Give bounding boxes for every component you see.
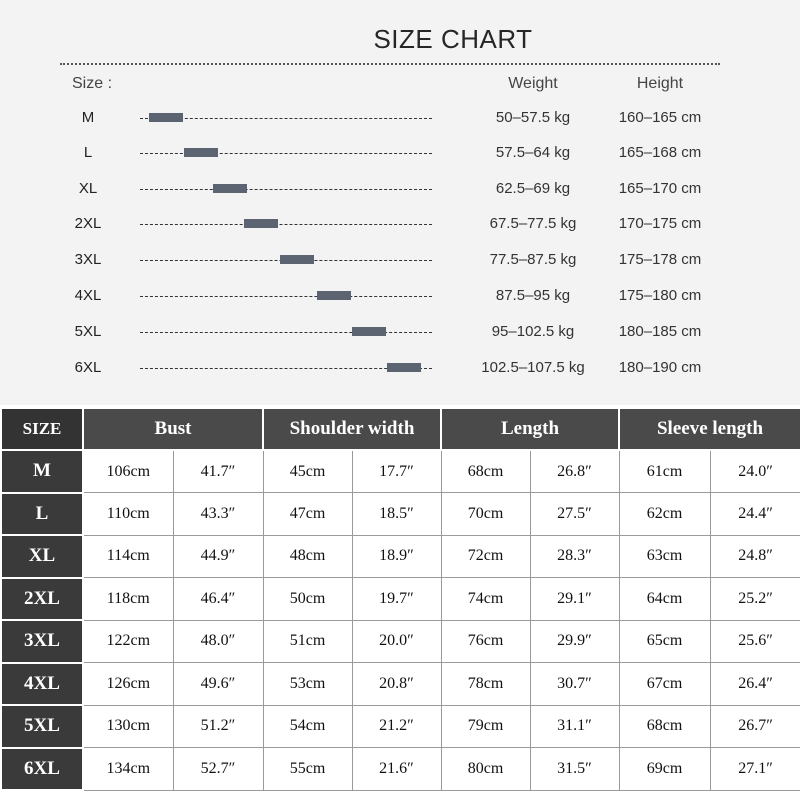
range-bar [352, 327, 386, 336]
value-cell: 65cm [619, 620, 710, 663]
value-cell: 67cm [619, 663, 710, 706]
value-cell: 74cm [441, 578, 530, 621]
value-cell: 31.5″ [530, 748, 619, 791]
length-header: Length [441, 408, 619, 450]
table-row [1, 705, 800, 748]
value-cell: 50cm [263, 578, 352, 621]
size-cell: 2XL [1, 578, 83, 621]
value-cell: 126cm [83, 663, 173, 706]
value-cell: 54cm [263, 705, 352, 748]
value-cell: 46.4″ [173, 578, 263, 621]
chart-row-2xl [0, 214, 800, 234]
value-cell: 26.4″ [710, 663, 800, 706]
value-cell: 45cm [263, 450, 352, 493]
value-cell: 43.3″ [173, 493, 263, 536]
size-header: SIZE [1, 408, 83, 450]
range-bar [149, 113, 183, 122]
value-cell: 52.7″ [173, 748, 263, 791]
chart-row-size: M [81, 109, 95, 126]
size-cell: 6XL [1, 748, 83, 791]
value-cell: 24.0″ [710, 450, 800, 493]
value-cell: 53cm [263, 663, 352, 706]
title-divider [60, 63, 720, 65]
range-bar [387, 363, 421, 372]
size-cell: L [1, 493, 83, 536]
chart-row-6xl [0, 358, 800, 378]
value-cell: 24.4″ [710, 493, 800, 536]
value-cell: 20.8″ [352, 663, 441, 706]
chart-row-3xl [0, 250, 800, 270]
chart-row-size: 3XL [74, 251, 102, 268]
chart-row-size: 5XL [74, 323, 102, 340]
size-cell: 4XL [1, 663, 83, 706]
value-cell: 20.0″ [352, 620, 441, 663]
table-row [1, 620, 800, 663]
value-cell: 72cm [441, 535, 530, 578]
sleeve-length-header: Sleeve length [619, 408, 800, 450]
chart-title: SIZE CHART [373, 24, 533, 54]
table-row [1, 535, 800, 578]
value-cell: 44.9″ [173, 535, 263, 578]
range-bar [280, 255, 314, 264]
value-cell: 25.2″ [710, 578, 800, 621]
shoulder-width-header: Shoulder width [263, 408, 441, 450]
value-cell: 24.8″ [710, 535, 800, 578]
value-cell: 69cm [619, 748, 710, 791]
value-cell: 68cm [619, 705, 710, 748]
range-bar [213, 184, 247, 193]
weight-value: 57.5–64 kg [495, 144, 571, 161]
value-cell: 29.1″ [530, 578, 619, 621]
value-cell: 51cm [263, 620, 352, 663]
value-cell: 134cm [83, 748, 173, 791]
range-bar [244, 219, 278, 228]
height-value: 160–165 cm [618, 109, 702, 126]
table-row [1, 748, 800, 791]
value-cell: 31.1″ [530, 705, 619, 748]
value-cell: 19.7″ [352, 578, 441, 621]
range-bar [317, 291, 351, 300]
value-cell: 76cm [441, 620, 530, 663]
weight-value: 62.5–69 kg [495, 180, 571, 197]
value-cell: 48.0″ [173, 620, 263, 663]
chart-row-l [0, 143, 800, 163]
weight-value: 102.5–107.5 kg [481, 359, 585, 376]
value-cell: 29.9″ [530, 620, 619, 663]
height-value: 175–180 cm [618, 287, 702, 304]
size-cell: 3XL [1, 620, 83, 663]
height-value: 180–185 cm [618, 323, 702, 340]
measurement-table [0, 407, 800, 791]
value-cell: 130cm [83, 705, 173, 748]
value-cell: 64cm [619, 578, 710, 621]
dashed-track [140, 224, 432, 225]
weight-column-header: Weight [508, 75, 558, 92]
value-cell: 61cm [619, 450, 710, 493]
value-cell: 63cm [619, 535, 710, 578]
value-cell: 47cm [263, 493, 352, 536]
value-cell: 21.6″ [352, 748, 441, 791]
chart-row-xl [0, 179, 800, 199]
value-cell: 49.6″ [173, 663, 263, 706]
value-cell: 80cm [441, 748, 530, 791]
table-header-row [1, 408, 800, 450]
value-cell: 26.7″ [710, 705, 800, 748]
value-cell: 18.5″ [352, 493, 441, 536]
value-cell: 79cm [441, 705, 530, 748]
height-value: 165–168 cm [618, 144, 702, 161]
table-row [1, 578, 800, 621]
value-cell: 17.7″ [352, 450, 441, 493]
chart-row-4xl [0, 286, 800, 306]
value-cell: 78cm [441, 663, 530, 706]
weight-value: 87.5–95 kg [495, 287, 571, 304]
value-cell: 27.1″ [710, 748, 800, 791]
height-value: 170–175 cm [618, 215, 702, 232]
value-cell: 27.5″ [530, 493, 619, 536]
size-cell: M [1, 450, 83, 493]
height-column-header: Height [636, 75, 684, 92]
chart-row-m [0, 108, 800, 128]
height-value: 180–190 cm [618, 359, 702, 376]
value-cell: 70cm [441, 493, 530, 536]
size-cell: XL [1, 535, 83, 578]
value-cell: 51.2″ [173, 705, 263, 748]
value-cell: 26.8″ [530, 450, 619, 493]
value-cell: 25.6″ [710, 620, 800, 663]
table-row [1, 663, 800, 706]
value-cell: 122cm [83, 620, 173, 663]
weight-value: 67.5–77.5 kg [489, 215, 577, 232]
bust-header: Bust [83, 408, 263, 450]
value-cell: 55cm [263, 748, 352, 791]
chart-row-size: XL [78, 180, 98, 197]
table-row [1, 493, 800, 536]
chart-row-5xl [0, 322, 800, 342]
weight-value: 95–102.5 kg [491, 323, 575, 340]
chart-row-size: 6XL [74, 359, 102, 376]
chart-row-size: 2XL [74, 215, 102, 232]
value-cell: 41.7″ [173, 450, 263, 493]
table-row [1, 450, 800, 493]
size-column-header: Size : [72, 75, 113, 92]
height-value: 175–178 cm [618, 251, 702, 268]
value-cell: 62cm [619, 493, 710, 536]
value-cell: 118cm [83, 578, 173, 621]
value-cell: 18.9″ [352, 535, 441, 578]
dashed-track [140, 296, 432, 297]
dashed-track [140, 189, 432, 190]
dashed-track [140, 332, 432, 333]
chart-row-size: 4XL [74, 287, 102, 304]
value-cell: 68cm [441, 450, 530, 493]
value-cell: 21.2″ [352, 705, 441, 748]
value-cell: 106cm [83, 450, 173, 493]
value-cell: 48cm [263, 535, 352, 578]
weight-value: 77.5–87.5 kg [489, 251, 577, 268]
dashed-track [140, 118, 432, 119]
height-value: 165–170 cm [618, 180, 702, 197]
weight-value: 50–57.5 kg [495, 109, 571, 126]
size-cell: 5XL [1, 705, 83, 748]
value-cell: 110cm [83, 493, 173, 536]
value-cell: 114cm [83, 535, 173, 578]
range-bar [184, 148, 218, 157]
chart-row-size: L [83, 144, 93, 161]
value-cell: 28.3″ [530, 535, 619, 578]
value-cell: 30.7″ [530, 663, 619, 706]
